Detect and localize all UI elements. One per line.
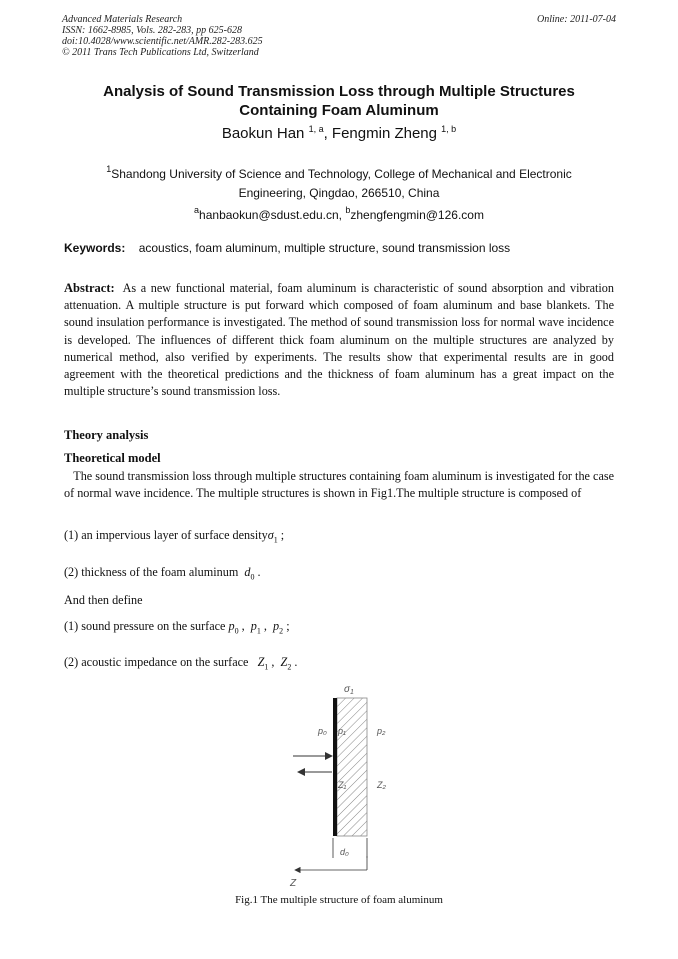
list-item: (1) sound pressure on the surface $p_0$ , $p_1$ , $p_2$ ;	[64, 619, 290, 636]
d0-symbol: $d_0$	[244, 565, 255, 582]
z2-symbol: $Z_2$	[280, 655, 292, 672]
keywords-text: acoustics, foam aluminum, multiple structure, sound transmission loss	[138, 241, 511, 255]
subsection-heading: Theoretical model	[64, 451, 161, 465]
p0-label: p₀	[318, 726, 327, 736]
p2-symbol: $p_2$	[273, 619, 284, 636]
abstract-text: As a new functional material, foam aluminum is characteristic of sound absorption and vibration attenuation. A multiple structure is put forward which composed of foam aluminum and base blankets. The sound insulation performance is investigated. The method of sound transmission loss for normal wave incidence is developed. The influences of different thick foam aluminum on the multiple structures are analyzed by numerical method, also verified by experiments. The results show that experimental results are in good agreement with the theoretical predictions and the thickness of foam aluminum has a great impact on the multiple structure’s sound transmission loss.	[64, 281, 614, 399]
foam-aluminum-layer	[337, 698, 367, 836]
model-paragraph: The sound transmission loss through multiple structures containing foam aluminum is investigated for the case of normal wave incidence. The multiple structures is shown in Fig1.The multiple structure is composed of	[64, 469, 618, 500]
structure-diagram	[270, 680, 410, 890]
sigma-label: $\sigma_1$	[344, 684, 354, 696]
online-date: Online: 2011-07-04	[537, 14, 616, 25]
z2-label: Z₂	[377, 780, 386, 790]
doi-line: doi:10.4028/www.scientific.net/AMR.282-283.625	[62, 36, 263, 47]
section-heading: Theory analysis	[64, 428, 149, 442]
d0-label: d₀	[340, 847, 349, 857]
email-b[interactable]: zhengfengmin@126.com	[350, 208, 484, 222]
email-a[interactable]: hanbaokun@sdust.edu.cn,	[199, 208, 342, 222]
title-line-2: Containing Foam Aluminum	[239, 102, 439, 119]
author-sup: 1, b	[441, 124, 457, 134]
author-name: Baokun Han	[221, 125, 305, 142]
list-item-text: (2) acoustic impedance on the surface	[64, 655, 249, 669]
affiliation-line-1: Shandong University of Science and Technology, College of Mechanical and Electronic	[111, 167, 572, 181]
copyright-line: © 2011 Trans Tech Publications Ltd, Switzerland	[62, 47, 259, 58]
p0-symbol: $p_0$	[228, 619, 239, 636]
figure-1	[270, 680, 410, 895]
author-name: Fengmin Zheng	[331, 125, 437, 142]
abstract	[64, 280, 614, 400]
impervious-layer	[333, 698, 337, 836]
z1-symbol: $Z_1$	[257, 655, 269, 672]
email-sup: a	[194, 205, 200, 215]
author-separator: ,	[323, 125, 332, 142]
email-sup: b	[345, 205, 351, 215]
p2-label: p₂	[377, 726, 386, 736]
z1-label: Z₁	[338, 780, 347, 790]
author-sup: 1, a	[308, 124, 324, 134]
affiliation	[80, 160, 598, 203]
issn-line: ISSN: 1662-8985, Vols. 282-283, pp 625-628	[62, 25, 242, 36]
abstract-label: Abstract:	[64, 281, 115, 295]
list-item: (2) acoustic impedance on the surface $Z_1$ , $Z_2$ .	[64, 655, 298, 672]
author-emails	[40, 205, 638, 222]
keywords	[64, 241, 624, 255]
sigma-symbol: $\sigma_1$	[267, 528, 278, 545]
p1-symbol: $p_1$	[250, 619, 261, 636]
journal-name: Advanced Materials Research	[62, 14, 183, 25]
list-item: (1) an impervious layer of surface densityσ$_1$ ;	[64, 528, 285, 545]
list-intro: And then define	[64, 593, 143, 607]
figure-caption: Fig.1 The multiple structure of foam aluminum	[235, 894, 443, 906]
title-line-1: Analysis of Sound Transmission Loss through Multiple Structures	[103, 83, 575, 100]
affiliation-line-2: Engineering, Qingdao, 266510, China	[238, 186, 440, 200]
paper-title	[40, 82, 638, 120]
author-list	[40, 124, 638, 142]
affiliation-sup: 1	[106, 164, 112, 174]
list-item: (2) thickness of the foam aluminum $d_0$ .	[64, 565, 261, 582]
keywords-label: Keywords:	[64, 241, 126, 255]
list-item-text: (1) an impervious layer of surface density	[64, 528, 268, 542]
list-item-text: (1) sound pressure on the surface	[64, 619, 226, 633]
p1-label: p₁	[338, 726, 346, 736]
z-axis-label: Z	[290, 878, 297, 889]
list-item-text: (2) thickness of the foam aluminum	[64, 565, 239, 579]
journal-header	[62, 14, 616, 58]
